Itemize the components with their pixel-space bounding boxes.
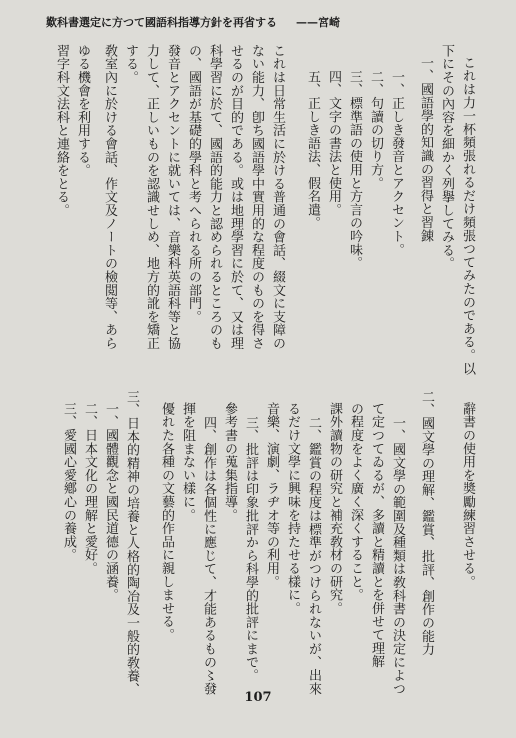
text-line: 敎室內に於ける會話、作文及ノートの檢閲等、あら	[102, 44, 117, 350]
list-item: 五、正しき語法、假名遣。	[305, 70, 320, 230]
section-heading: 二、國文學の理解、鑑賞、批評、創作の能力	[419, 390, 434, 656]
text-line: の程度をよく廣く深くすること。	[348, 402, 363, 602]
text-line: るだけ文學に興味を持たせる樣に。	[285, 402, 300, 615]
list-item: 三、愛國心愛鄕心の養成。	[61, 402, 76, 562]
page-number: 107	[244, 690, 272, 705]
text-line: せるのが目的である。或は地理學習に於て、又は理	[228, 44, 243, 350]
list-item: 二、日本文化の理解と愛好。	[82, 402, 97, 575]
text-line: 科學習に於て、國語的能力と認められるところのも	[207, 44, 222, 350]
text-line: 音樂、演劇、ラヂオ等の利用。	[264, 402, 279, 589]
text-line: 力して、正しいものを認識せしめ、地方的訛を矯正	[144, 44, 159, 350]
running-header	[0, 14, 516, 34]
header-author: ——宮崎	[296, 16, 340, 29]
text-line: ない能力、卽ち國語學中實用的な程度のものを得さ	[249, 44, 264, 350]
text-line: 優れた各種の文藝的作品に親しませる。	[159, 402, 174, 642]
text-line: する。	[123, 44, 138, 84]
text-line: て定つてゐるが、多讀と精讀とを併せて理解	[369, 402, 384, 668]
bottom-text-block	[58, 390, 478, 696]
text-line: 課外讀物の研究と補充敎材の研究。	[327, 402, 342, 615]
top-text-block	[54, 44, 478, 384]
section-heading: 三、日本的精神の培養と人格的陶冶及一般的敎養、	[124, 390, 139, 696]
list-item: 一、國文學の範圍及種類は敎科書の決定によつ	[390, 416, 405, 696]
text-line: 下にその內容を細かく列擧してみる。	[439, 44, 454, 271]
list-item: 一、正しき發音とアクセント。	[389, 70, 404, 257]
text-line: 揮を阻まない樣に。	[180, 402, 195, 522]
text-line: 習字科文法科と連絡をとる。	[54, 44, 69, 217]
list-item: 三、標準語の使用と方言の吟味。	[347, 70, 362, 270]
text-line: これは力一杯頻張れるだけ頻張つてみたのである。以	[460, 56, 475, 376]
list-item: 二、鑑賞の程度は標準がつけられないが、出來	[306, 416, 321, 696]
text-line: の、國語が基礎的學科と考へられる所の部門。	[186, 44, 201, 324]
header-title: 歎科書選定に方つて國語科指導方針を再省する	[46, 16, 277, 29]
list-item: 二、句讀の切り方。	[368, 70, 383, 190]
section-heading: 一、國語學的知識の習得と習錬	[418, 56, 433, 243]
text-line: 參考書の蒐集指導。	[222, 402, 237, 522]
list-item: 三、批評は印象批評から科學的批評にまで。	[243, 416, 258, 682]
text-line: 發音とアクセントに就いては、音樂科英語科等と協	[165, 44, 180, 350]
list-item: 四、文字の書法と使用。	[326, 70, 341, 217]
text-line: これは日常生活に於ける普通の會話、綴文に支障の	[270, 44, 285, 350]
text-line: 辭書の使用を奬勵練習させる。	[460, 402, 475, 589]
list-item: 四、創作は各個性に應じて、才能あるもの〻發	[201, 416, 216, 696]
list-item: 一、國體觀念と國民道德の涵養。	[103, 402, 118, 602]
text-line: ゆる機會を利用する。	[75, 44, 90, 177]
